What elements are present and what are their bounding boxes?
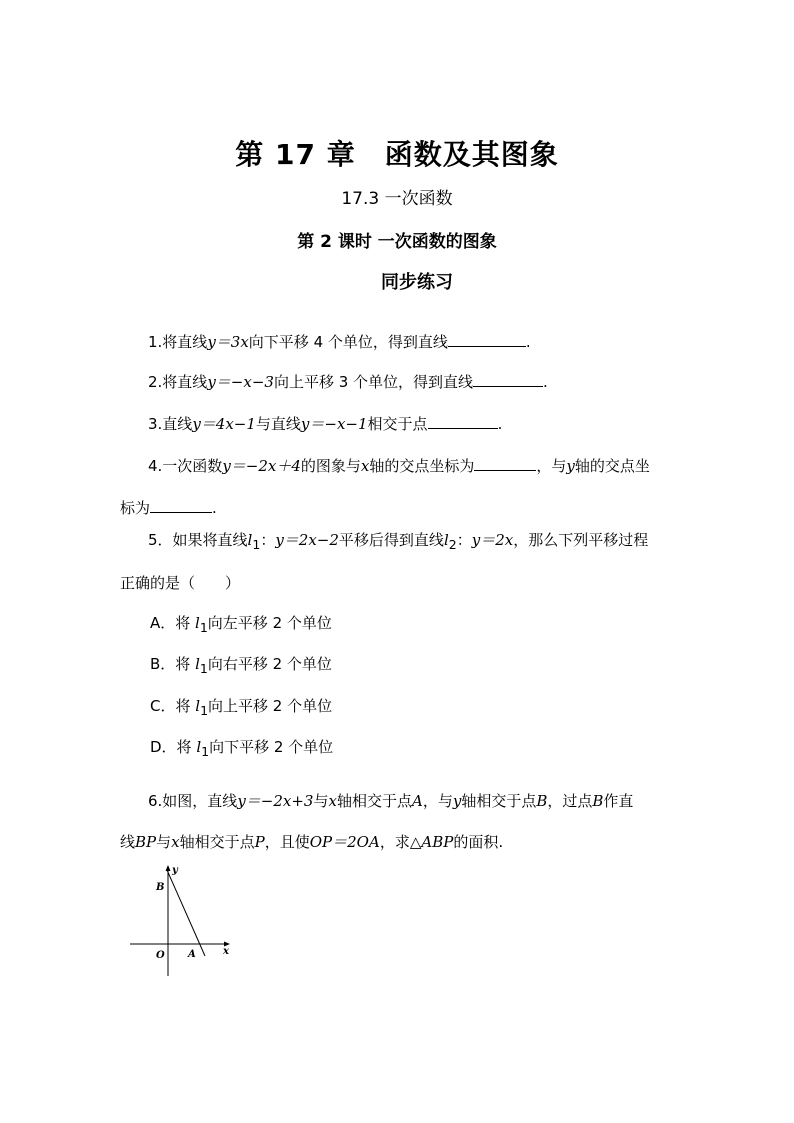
answer-blank[interactable]: [473, 372, 543, 387]
coordinate-figure: [126, 860, 236, 980]
option-a[interactable]: A．将 $l_1$向左平移 2 个单位: [150, 614, 332, 635]
section-title: 17.3 一次函数: [341, 189, 453, 209]
question-1: 1.将直线y＝3x向下平移 4 个单位，得到直线 .: [148, 333, 531, 351]
formula: y＝−x−3: [207, 373, 274, 391]
question-4-cont: 标为 .: [120, 499, 217, 517]
origin-label: O: [156, 950, 165, 961]
formula: y＝4x−1: [192, 415, 256, 433]
y-axis-arrow-icon: [166, 865, 171, 871]
formula: y＝−2x+3: [237, 792, 314, 810]
formula: OP＝2OA: [309, 833, 380, 851]
formula: y＝2x−2: [275, 531, 339, 549]
formula: y＝−2x＋4: [222, 457, 301, 475]
y-axis-label: y: [172, 865, 178, 876]
answer-blank[interactable]: [474, 456, 536, 471]
lesson-title: 第 2 课时 一次函数的图象: [297, 232, 497, 252]
formula: y＝2x: [471, 531, 514, 549]
practice-heading: 同步练习: [381, 272, 453, 293]
question-5: 5．如果将直线$l_1$：y＝2x−2平移后得到直线$l_2$：y＝2x，那么下列平移过程: [148, 531, 649, 552]
answer-blank[interactable]: [428, 414, 498, 429]
question-6: 6.如图，直线y＝−2x+3与x轴相交于点A，与y轴相交于点B，过点B作直: [148, 792, 634, 810]
answer-blank[interactable]: [150, 498, 212, 513]
x-axis-label: x: [223, 946, 229, 957]
formula: y＝3x: [207, 333, 249, 351]
chapter-title: 第 17 章 函数及其图象: [235, 138, 559, 171]
point-a-label: A: [188, 949, 196, 960]
option-d[interactable]: D．将 $l_1$向下平移 2 个单位: [150, 738, 334, 759]
line-graph: [167, 870, 205, 956]
answer-blank[interactable]: [448, 332, 526, 347]
point-b-label: B: [156, 882, 165, 893]
question-2: 2.将直线y＝−x−3向上平移 3 个单位，得到直线 .: [148, 373, 548, 391]
question-3: 3.直线y＝4x−1与直线y＝−x−1相交于点 .: [148, 415, 503, 433]
option-b[interactable]: B．将 $l_1$向右平移 2 个单位: [150, 655, 332, 676]
option-c[interactable]: C．将 $l_1$向上平移 2 个单位: [150, 697, 333, 718]
question-6-cont: 线BP与x轴相交于点P，且使OP＝2OA，求△ABP的面积.: [120, 833, 504, 851]
formula: y＝−x−1: [300, 415, 368, 433]
question-5-cont: 正确的是（ ）: [120, 574, 241, 592]
question-4: 4.一次函数y＝−2x＋4的图象与x轴的交点坐标为 ，与y轴的交点坐: [148, 457, 650, 475]
